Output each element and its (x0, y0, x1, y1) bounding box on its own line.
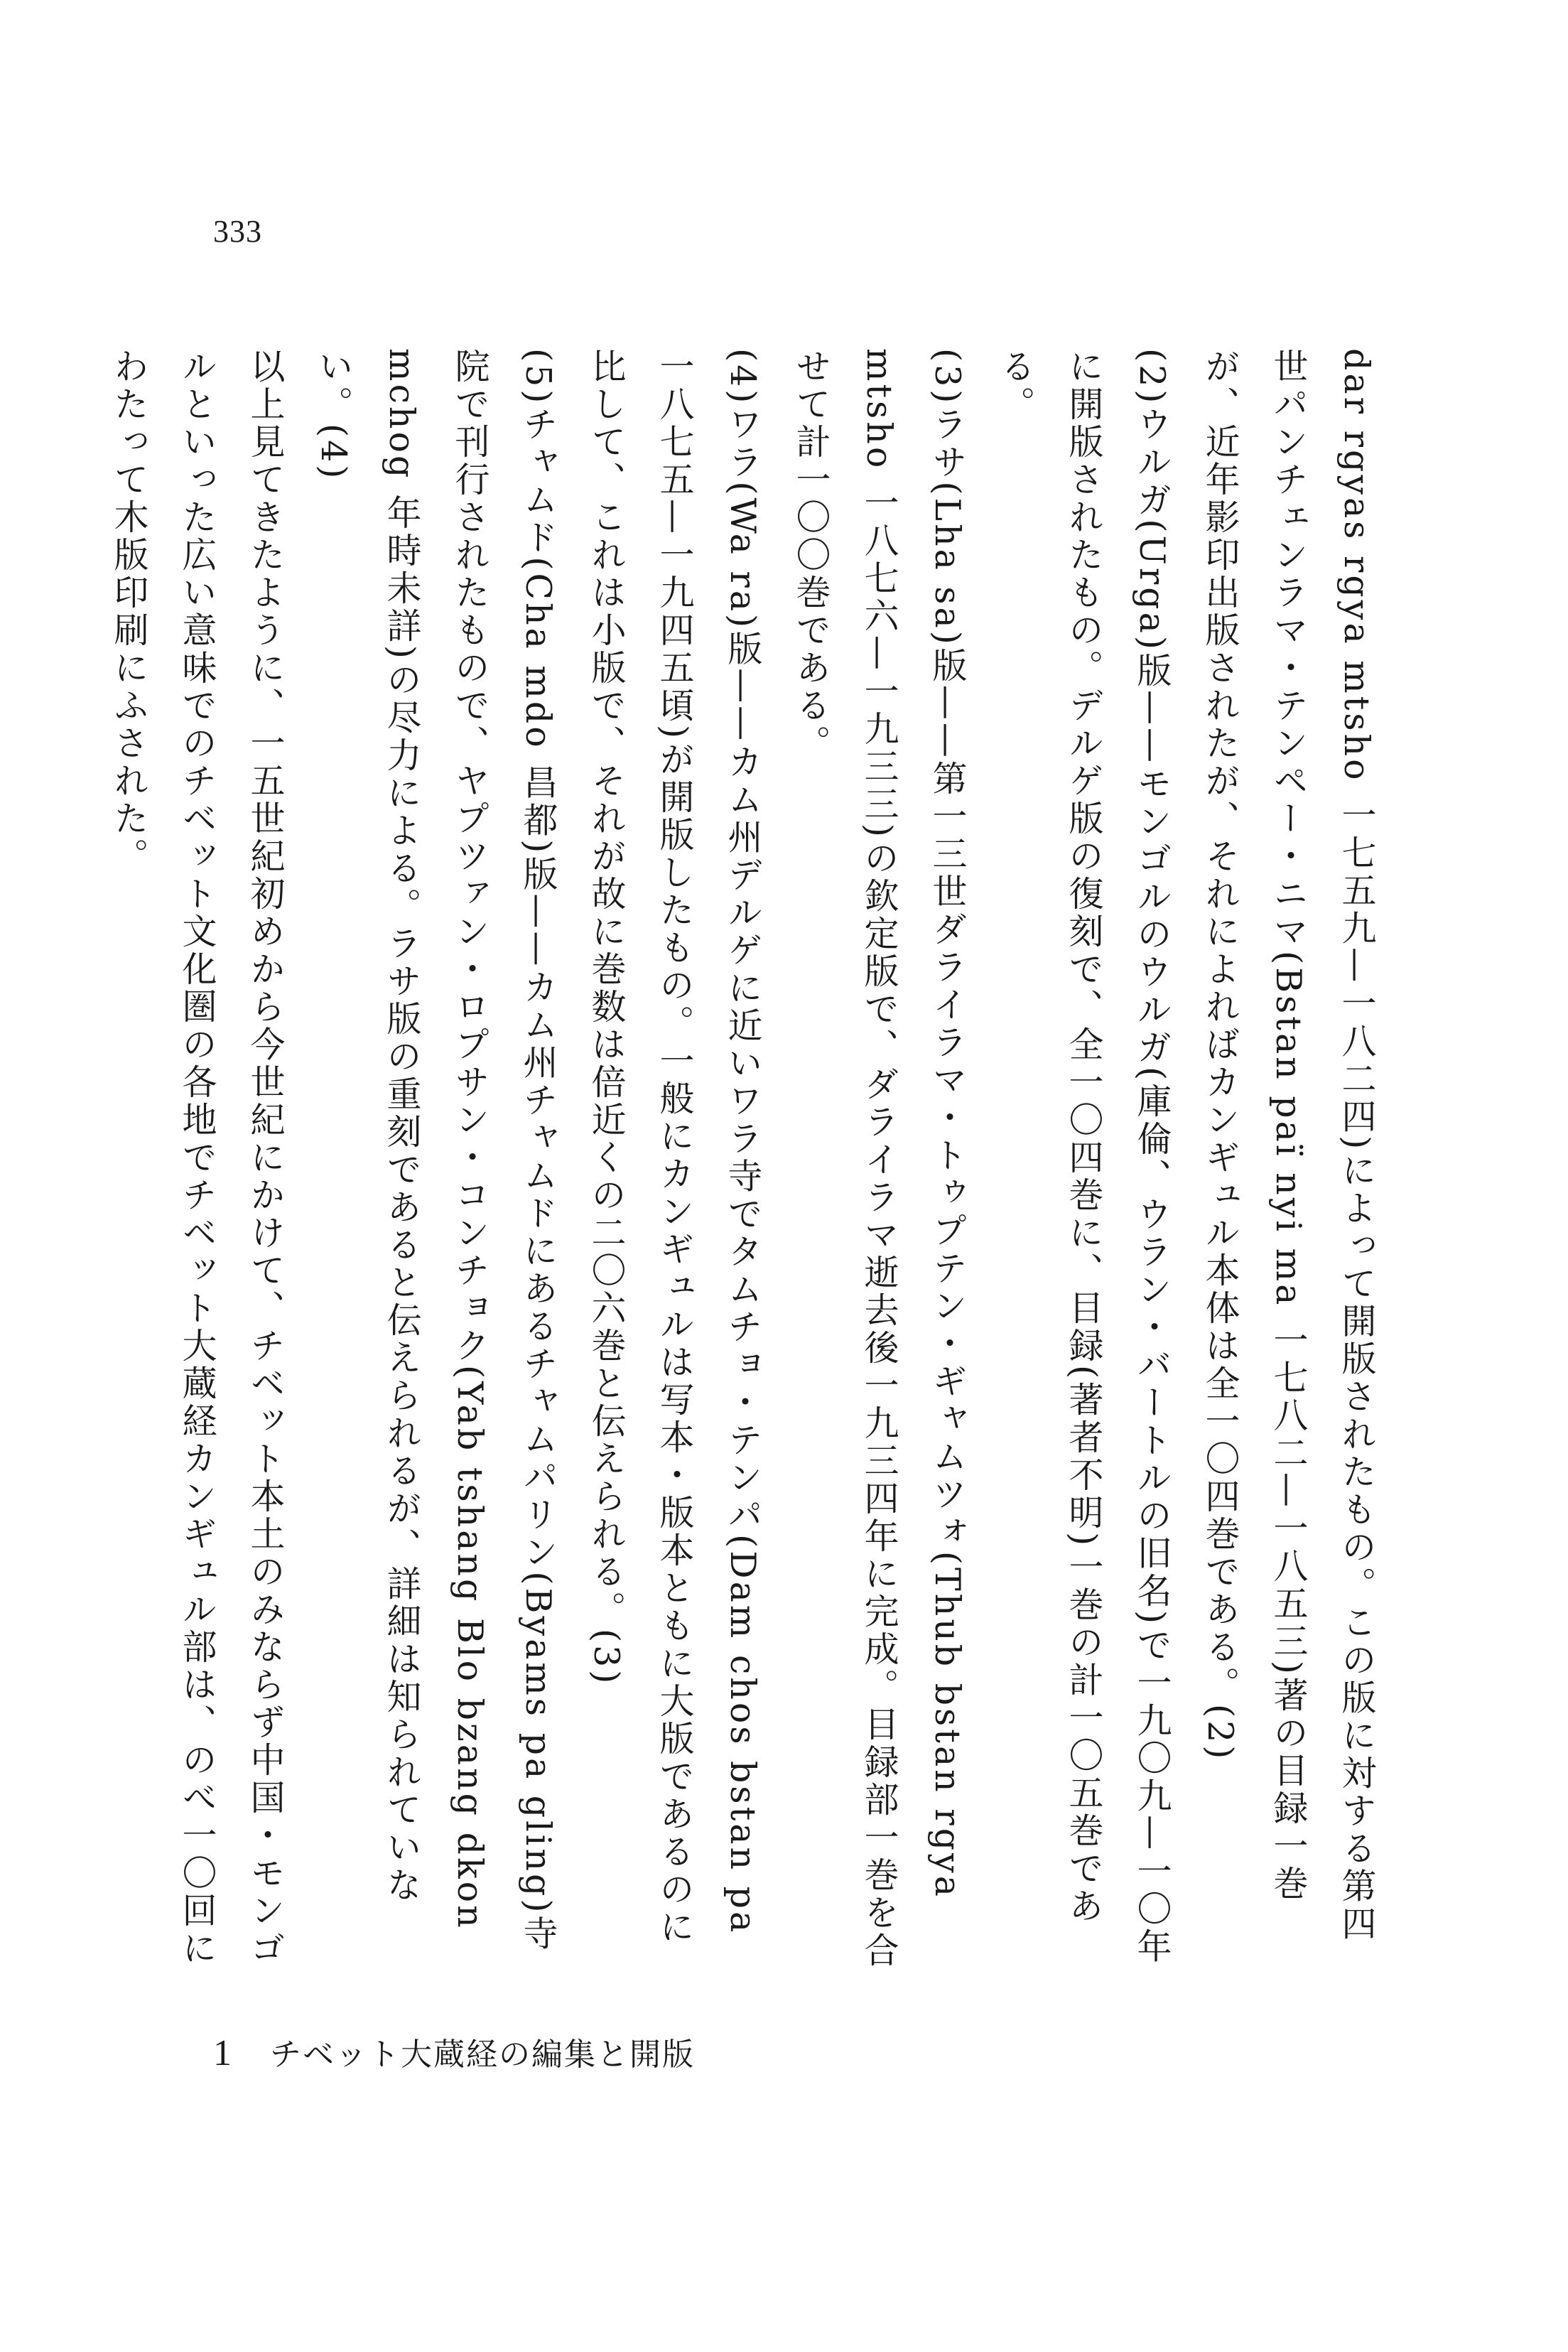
paragraph: 以上見てきたように、一五世紀初めから今世紀にかけて、チベット本土のみならず中国・モンゴルといった広い意味でのチベット文化圏の各地でチベット大蔵経カンギュル部は、のべ一〇回にわたって木版印刷にふされた。 (109, 348, 286, 1968)
paragraph: (4)ワラ(Wa ra)版——カム州デルゲに近いワラ寺でタムチョ・テンパ(Dam chos bstan pa 一八七五—一九四五頃)が開版したもの。一般にカンギュルは写本・版本ともに大版であるのに比して、これは小版で、それが故に巻数は倍近くの二〇六巻と伝えられる。(3) (586, 348, 763, 1947)
chapter-title: チベット大蔵経の編集と開版 (270, 2037, 695, 2073)
paragraph: (5)チャムド(Cha mdo 昌都)版——カム州チャムドにあるチャムパリン(Byams pa gling)寺院で刊行されたもので、ヤプツァン・ロプサン・コンチョク(Yab tshang Blo bzang dkon mchog 年時未詳)の尽力による。ラサ版の重刻であると伝えられるが、詳細は知られていない。(4) (313, 348, 558, 1953)
chapter-number: 1 (213, 2033, 233, 2073)
running-footer (213, 2029, 695, 2074)
paragraph: dar rgyas rgya mtsho 一七五九—一八二四)によって開版されたもの。この版に対する第四世パンチェンラマ・テンペー・ニマ(Bstan paï nyi ma 一七八二—一八五三)著の目録一巻が、近年影印出版されたが、それによればカンギュル本体は全一〇四巻である。(2) (1200, 348, 1377, 1943)
paragraph: (2)ウルガ(Urga)版——モンゴルのウルガ(庫倫、ウラン・バートルの旧名)で一九〇九—一〇年に開版されたもの。デルゲ版の復刻で、全一〇四巻に、目録(著者不明)一巻の計一〇五巻である。 (995, 348, 1172, 1966)
paragraph: (3)ラサ(Lha sa)版——第一三世ダライラマ・トゥプテン・ギャムツォ(Thub bstan rgya mtsho 一八七六—一九三三)の欽定版で、ダライラマ逝去後一九三四年に完成。目録部一巻を合せて計一〇〇巻である。 (791, 348, 968, 1970)
page-number: 333 (213, 214, 262, 249)
body-text (94, 348, 1390, 1975)
